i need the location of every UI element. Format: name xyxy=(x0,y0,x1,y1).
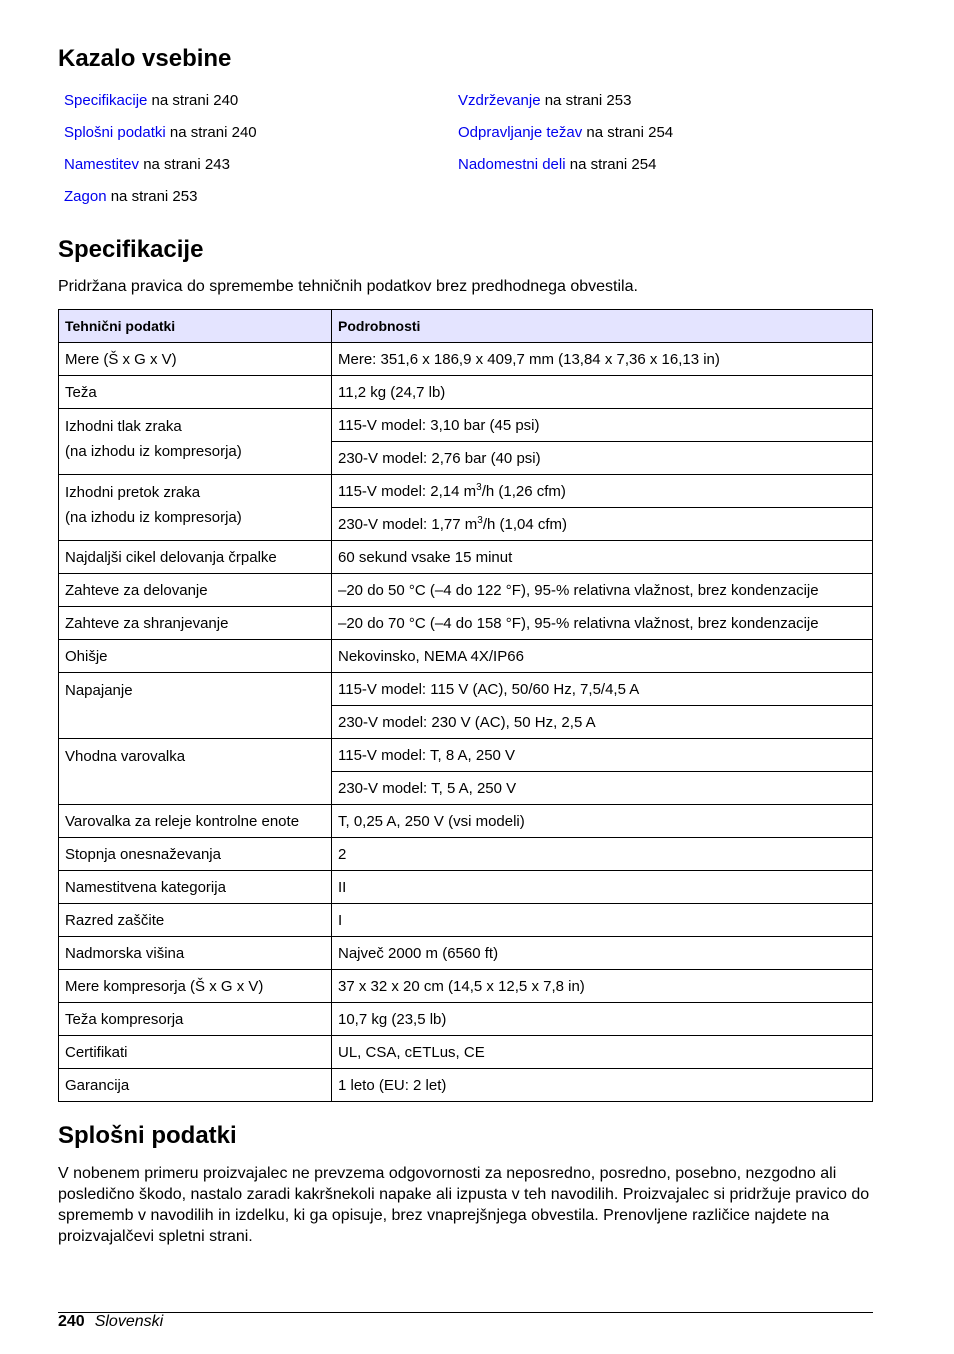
spec-label: Ohišje xyxy=(59,640,332,673)
spec-label: Zahteve za delovanje xyxy=(59,574,332,607)
page-number: 240 xyxy=(58,1313,85,1330)
toc-heading: Kazalo vsebine xyxy=(58,45,232,72)
toc-entry xyxy=(64,154,257,186)
toc-entry xyxy=(458,90,673,122)
spec-label: Nadmorska višina xyxy=(59,937,332,970)
superscript: 3 xyxy=(476,481,482,493)
toc-page-ref: na strani 254 xyxy=(565,156,657,173)
spec-label: Mere kompresorja (Š x G x V) xyxy=(59,970,332,1003)
spec-value xyxy=(332,475,873,508)
spec-value: –20 do 50 °C (–4 do 122 °F), 95-% relativna vlažnost, brez kondenzacije xyxy=(332,574,873,607)
toc-page-ref: na strani 253 xyxy=(540,92,632,109)
spec-label-note: (na izhodu iz kompresorja) xyxy=(65,509,242,526)
toc-page-ref: na strani 254 xyxy=(582,124,674,141)
table-row xyxy=(59,970,873,1003)
page-footer xyxy=(58,1311,163,1333)
spec-label: Garancija xyxy=(59,1069,332,1102)
column-header: Tehnični podatki xyxy=(59,310,332,343)
spec-value: –20 do 70 °C (–4 do 158 °F), 95-% relativna vlažnost, brez kondenzacije xyxy=(332,607,873,640)
column-header: Podrobnosti xyxy=(332,310,873,343)
spec-value-part: /h (1,26 cfm) xyxy=(481,482,566,500)
toc-link-startup[interactable]: Zagon xyxy=(64,188,107,205)
spec-value: 11,2 kg (24,7 lb) xyxy=(332,376,873,409)
general-info-heading: Splošni podatki xyxy=(58,1122,237,1149)
spec-value: Mere: 351,6 x 186,9 x 409,7 mm (13,84 x 7,36 x 16,13 in) xyxy=(332,343,873,376)
spec-value: UL, CSA, cETLus, CE xyxy=(332,1036,873,1069)
toc-entry xyxy=(64,122,257,154)
toc-page-ref: na strani 253 xyxy=(106,188,198,205)
toc-entry xyxy=(458,154,673,186)
spec-value: 2 xyxy=(332,838,873,871)
table-row xyxy=(59,409,873,442)
toc-link-general[interactable]: Splošni podatki xyxy=(64,124,166,141)
specifications-heading: Specifikacije xyxy=(58,236,204,263)
toc-entry xyxy=(458,122,673,154)
spec-value: 37 x 32 x 20 cm (14,5 x 12,5 x 7,8 in) xyxy=(332,970,873,1003)
table-header-row xyxy=(59,310,873,343)
table-row xyxy=(59,871,873,904)
table-row xyxy=(59,1069,873,1102)
table-row xyxy=(59,574,873,607)
footer-language: Slovenski xyxy=(94,1313,164,1330)
spec-value: Največ 2000 m (6560 ft) xyxy=(332,937,873,970)
toc-link-maintenance[interactable]: Vzdrževanje xyxy=(458,92,541,109)
toc-left-column xyxy=(64,90,257,218)
table-row xyxy=(59,541,873,574)
spec-value xyxy=(332,508,873,541)
spec-value: 10,7 kg (23,5 lb) xyxy=(332,1003,873,1036)
spec-label xyxy=(59,409,332,475)
spec-label-line: Izhodni pretok zraka xyxy=(65,484,201,501)
table-row xyxy=(59,343,873,376)
superscript: 3 xyxy=(477,514,483,526)
toc-page-ref: na strani 240 xyxy=(147,92,239,109)
spec-label: Stopnja onesnaževanja xyxy=(59,838,332,871)
spec-label: Napajanje xyxy=(59,673,332,739)
toc-link-installation[interactable]: Namestitev xyxy=(64,156,140,173)
spec-value: 230-V model: 2,76 bar (40 psi) xyxy=(332,442,873,475)
spec-label-line: Izhodni tlak zraka xyxy=(65,418,182,435)
toc-link-replacement-parts[interactable]: Nadomestni deli xyxy=(458,156,566,173)
toc-entry xyxy=(64,90,257,122)
table-row xyxy=(59,475,873,508)
table-row xyxy=(59,937,873,970)
specifications-intro: Pridržana pravica do spremembe tehničnih podatkov brez predhodnega obvestila. xyxy=(58,278,638,295)
spec-label: Teža kompresorja xyxy=(59,1003,332,1036)
spec-value: 1 leto (EU: 2 let) xyxy=(332,1069,873,1102)
toc-link-specifications[interactable]: Specifikacije xyxy=(64,92,148,109)
spec-value: 230-V model: T, 5 A, 250 V xyxy=(332,772,873,805)
spec-label: Najdaljši cikel delovanja črpalke xyxy=(59,541,332,574)
spec-value: 115-V model: 3,10 bar (45 psi) xyxy=(332,409,873,442)
table-row xyxy=(59,805,873,838)
spec-value: 230-V model: 230 V (AC), 50 Hz, 2,5 A xyxy=(332,706,873,739)
general-info-text: V nobenem primeru proizvajalec ne prevzema odgovornosti za neposredno, posredno, posebno, nezgodno ali posledično škodo, nastalo zaradi kakršnekoli napake ali izpusta v teh navodilih. Proizvajalec si pridržuje pravico do sprememb v navodilih in izdelku, ki ga opisuje, brez vnaprejšnjega obvestila. Prenovljene različice najdete na proizvajalčevi spletni strani. xyxy=(58,1165,870,1245)
spec-value: T, 0,25 A, 250 V (vsi modeli) xyxy=(332,805,873,838)
toc-page-ref: na strani 243 xyxy=(139,156,230,173)
table-row xyxy=(59,376,873,409)
spec-value: 115-V model: T, 8 A, 250 V xyxy=(332,739,873,772)
spec-value: I xyxy=(332,904,873,937)
spec-value-part: 115-V model: 2,14 m xyxy=(338,482,477,500)
table-row xyxy=(59,1036,873,1069)
spec-value-part: 230-V model: 1,77 m xyxy=(338,515,478,533)
footer-divider xyxy=(58,1312,873,1313)
table-row xyxy=(59,1003,873,1036)
spec-label: Varovalka za releje kontrolne enote xyxy=(59,805,332,838)
toc-link-troubleshooting[interactable]: Odpravljanje težav xyxy=(458,124,583,141)
toc-page-ref: na strani 240 xyxy=(165,124,257,141)
spec-label: Zahteve za shranjevanje xyxy=(59,607,332,640)
spec-label: Namestitvena kategorija xyxy=(59,871,332,904)
spec-label-note: (na izhodu iz kompresorja) xyxy=(65,443,242,460)
spec-label: Vhodna varovalka xyxy=(59,739,332,805)
spec-value: 115-V model: 115 V (AC), 50/60 Hz, 7,5/4,5 A xyxy=(332,673,873,706)
spec-value: Nekovinsko, NEMA 4X/IP66 xyxy=(332,640,873,673)
spec-label xyxy=(59,475,332,541)
table-row xyxy=(59,640,873,673)
spec-value: II xyxy=(332,871,873,904)
spec-label: Mere (Š x G x V) xyxy=(59,343,332,376)
toc-right-column xyxy=(458,90,673,186)
toc-entry xyxy=(64,186,257,218)
table-row xyxy=(59,838,873,871)
table-row xyxy=(59,607,873,640)
specifications-table xyxy=(58,309,873,1102)
spec-label: Teža xyxy=(59,376,332,409)
table-row xyxy=(59,904,873,937)
spec-value-part: /h (1,04 cfm) xyxy=(482,515,568,533)
spec-label: Razred zaščite xyxy=(59,904,332,937)
table-row xyxy=(59,739,873,772)
table-row xyxy=(59,673,873,706)
spec-value: 60 sekund vsake 15 minut xyxy=(332,541,873,574)
spec-label: Certifikati xyxy=(59,1036,332,1069)
